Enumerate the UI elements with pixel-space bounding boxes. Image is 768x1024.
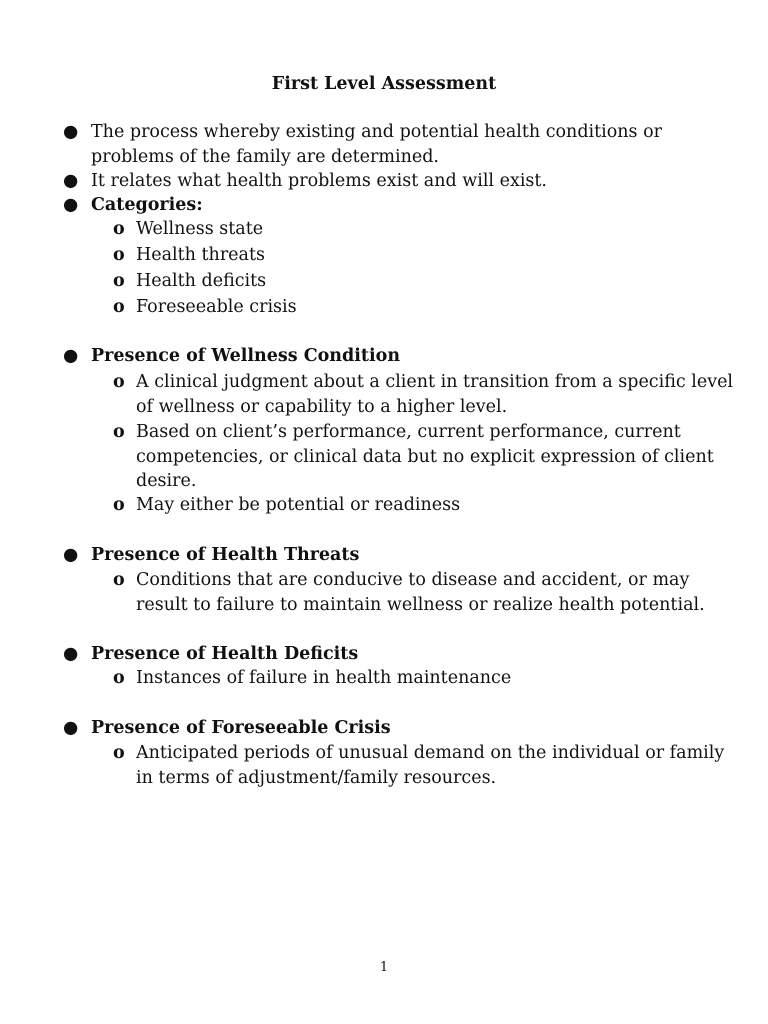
section-heading-wellness: Presence of Wellness Condition <box>91 346 401 366</box>
bullet-marker: ● <box>63 195 79 215</box>
section-item: Instances of failure in health maintenance <box>136 668 512 688</box>
bullet-marker: ● <box>63 346 79 366</box>
section-item: Conditions that are conducive to disease and accident, or may result to failure to maintain wellness or realize health potential. <box>136 570 705 615</box>
category-item: Health deficits <box>136 271 267 291</box>
intro-item-relates: It relates what health problems exist and will exist. <box>91 171 547 191</box>
intro-item-process: The process whereby existing and potential health conditions or problems of the family are determined. <box>91 122 662 167</box>
page-number: 1 <box>379 960 389 975</box>
sub-bullet-marker: o <box>113 219 125 239</box>
bullet-marker: ● <box>63 718 79 738</box>
sub-bullet-marker: o <box>113 271 125 291</box>
category-item: Health threats <box>136 245 265 265</box>
sub-bullet-marker: o <box>113 668 125 688</box>
section-item: Anticipated periods of unusual demand on the individual or family in terms of adjustment/family resources. <box>136 743 725 788</box>
page-title: First Level Assessment <box>271 74 497 94</box>
sub-bullet-marker: o <box>113 570 125 590</box>
sub-bullet-marker: o <box>113 743 125 763</box>
section-heading-crisis: Presence of Foreseeable Crisis <box>91 718 391 738</box>
section-item: May either be potential or readiness <box>136 495 461 515</box>
section-item: A clinical judgment about a client in transition from a specific level of wellness or capability to a higher level. <box>136 372 734 417</box>
sub-bullet-marker: o <box>113 495 125 515</box>
bullet-marker: ● <box>63 644 79 664</box>
bullet-marker: ● <box>63 122 79 142</box>
bullet-marker: ● <box>63 545 79 565</box>
sub-bullet-marker: o <box>113 372 125 392</box>
bullet-marker: ● <box>63 171 79 191</box>
section-heading-threats: Presence of Health Threats <box>91 545 360 565</box>
category-item: Foreseeable crisis <box>136 297 297 317</box>
intro-item-categories: Categories: <box>91 195 203 215</box>
section-heading-deficits: Presence of Health Deficits <box>91 644 359 664</box>
sub-bullet-marker: o <box>113 245 125 265</box>
section-item: Based on client’s performance, current performance, current competencies, or clinical data but no explicit expression of client desire. <box>136 422 714 491</box>
sub-bullet-marker: o <box>113 422 125 442</box>
category-item: Wellness state <box>136 219 264 239</box>
sub-bullet-marker: o <box>113 297 125 317</box>
